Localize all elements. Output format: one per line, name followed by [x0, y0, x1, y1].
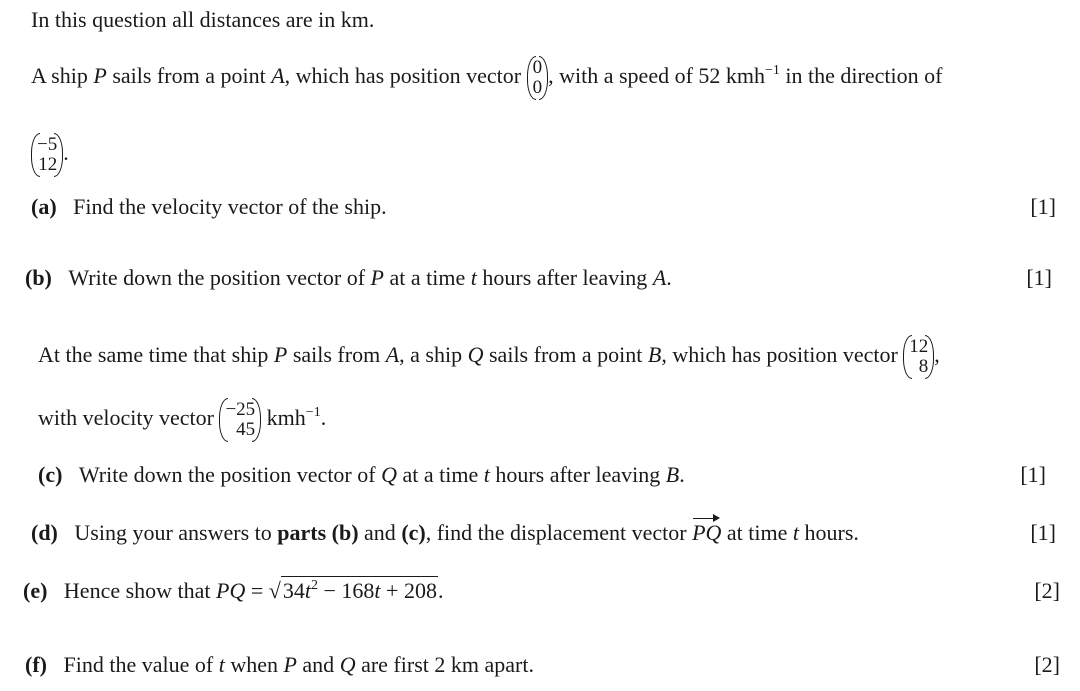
var-p: P: [370, 265, 384, 290]
ship-q-description: [38, 337, 940, 377]
bold-text: parts (b): [277, 520, 359, 545]
part-b-marks: [1]: [1026, 265, 1052, 290]
var-t: t: [483, 462, 490, 487]
velocity-q-line: [38, 400, 326, 440]
text-fragment: with velocity vector: [38, 405, 220, 431]
vector-bottom: 8: [918, 356, 929, 377]
text-fragment: .: [320, 405, 327, 431]
part-e-label: (e): [23, 578, 48, 603]
unit-exponent: −1: [305, 405, 321, 421]
unit-exponent: −1: [765, 63, 780, 79]
var-a: A: [271, 63, 285, 89]
position-vector-a: [527, 58, 549, 98]
text-fragment: hours after leaving: [489, 462, 666, 487]
position-vector-b: [903, 337, 934, 377]
text-fragment: and: [296, 652, 340, 677]
text-fragment: at a time: [384, 265, 471, 290]
direction-vector: [31, 135, 63, 175]
text-fragment: hours after leaving: [476, 265, 653, 290]
text-fragment: A ship: [31, 63, 94, 89]
var-a: A: [652, 265, 667, 290]
var-t: t: [470, 265, 477, 290]
part-b: [25, 267, 672, 289]
text-fragment: , find the displacement vector: [425, 520, 693, 545]
text-fragment: Write down the position vector of: [68, 265, 371, 290]
intro-text-content: In this question all distances are in km.: [31, 7, 375, 32]
text-fragment: At the same time that ship: [38, 342, 274, 368]
exponent: 2: [311, 578, 318, 593]
part-b-label: (b): [25, 265, 52, 290]
text-fragment: in the direction of: [779, 63, 943, 89]
text-fragment: =: [245, 578, 269, 603]
part-f: [25, 654, 534, 676]
part-e: [23, 580, 443, 602]
part-d-label: (d): [31, 520, 58, 545]
part-e-marks: [2]: [1034, 578, 1060, 603]
text-fragment: ,: [934, 342, 940, 368]
var-b: B: [647, 342, 662, 368]
part-c-marks: [1]: [1020, 462, 1046, 487]
text-fragment: sails from a point: [106, 63, 272, 89]
var-q: Q: [467, 342, 484, 368]
text-fragment: at a time: [396, 462, 484, 487]
text-fragment: are first 2 km apart.: [355, 652, 534, 677]
var-t: t: [218, 652, 225, 677]
vector-bottom: 12: [38, 154, 58, 175]
radicand: [281, 576, 438, 603]
text-fragment: + 208: [380, 578, 437, 603]
part-d-marks: [1]: [1030, 520, 1056, 545]
text-fragment: at time: [721, 520, 793, 545]
sqrt-icon: √: [268, 578, 281, 603]
part-c-label: (c): [38, 462, 63, 487]
text-fragment: sails from a point: [483, 342, 648, 368]
var-b: B: [665, 462, 680, 487]
text-fragment: when: [224, 652, 284, 677]
text-fragment: kmh: [261, 405, 306, 431]
var-t: t: [792, 520, 800, 545]
var-a: A: [385, 342, 400, 368]
text-fragment: Hence show that: [63, 578, 217, 603]
part-a-marks: [1]: [1030, 194, 1056, 219]
vector-top: 0: [532, 57, 543, 78]
text-fragment: and: [358, 520, 402, 545]
text-fragment: .: [437, 578, 444, 603]
text-fragment: , with a speed of 52 kmh: [548, 63, 766, 89]
vector-top: 12: [909, 336, 929, 357]
part-f-label: (f): [25, 652, 47, 677]
var-p: P: [283, 652, 297, 677]
part-f-marks: [2]: [1034, 652, 1060, 677]
square-root: [269, 580, 438, 602]
vector-bottom: 0: [532, 77, 543, 98]
text-fragment: .: [63, 140, 69, 166]
var-pq: PQ: [216, 578, 246, 603]
text-fragment: .: [679, 462, 685, 487]
var-t: t: [304, 578, 311, 603]
var-t: t: [374, 578, 381, 603]
part-d: [31, 522, 859, 544]
text-fragment: , a ship: [399, 342, 468, 368]
text-fragment: Using your answers to: [74, 520, 278, 545]
var-p: P: [273, 342, 288, 368]
var-q: Q: [381, 462, 397, 487]
var-q: Q: [339, 652, 356, 677]
text-fragment: , which has position vector: [661, 342, 904, 368]
text-fragment: .: [666, 265, 672, 290]
text-fragment: hours.: [799, 520, 859, 545]
vector-pq: PQ: [692, 520, 722, 545]
velocity-vector-q: [219, 400, 261, 440]
part-c: [38, 464, 685, 486]
text-fragment: sails from: [287, 342, 386, 368]
var-p: P: [93, 63, 107, 89]
text-fragment: Find the value of: [63, 652, 219, 677]
direction-vector-line: [31, 135, 69, 175]
part-a-label: (a): [31, 194, 57, 219]
intro-text: [31, 9, 374, 31]
ship-p-description: [31, 58, 942, 98]
vector-bottom: 45: [236, 419, 256, 440]
text-fragment: − 168: [318, 578, 375, 603]
part-a: [31, 196, 387, 218]
part-a-text: Find the velocity vector of the ship.: [73, 194, 387, 219]
vector-top: −25: [225, 399, 256, 420]
vector-top: −5: [37, 134, 58, 155]
bold-text: (c): [401, 520, 426, 545]
text-fragment: , which has position vector: [284, 63, 527, 89]
text-fragment: 34: [282, 578, 305, 603]
text-fragment: Write down the position vector of: [78, 462, 382, 487]
